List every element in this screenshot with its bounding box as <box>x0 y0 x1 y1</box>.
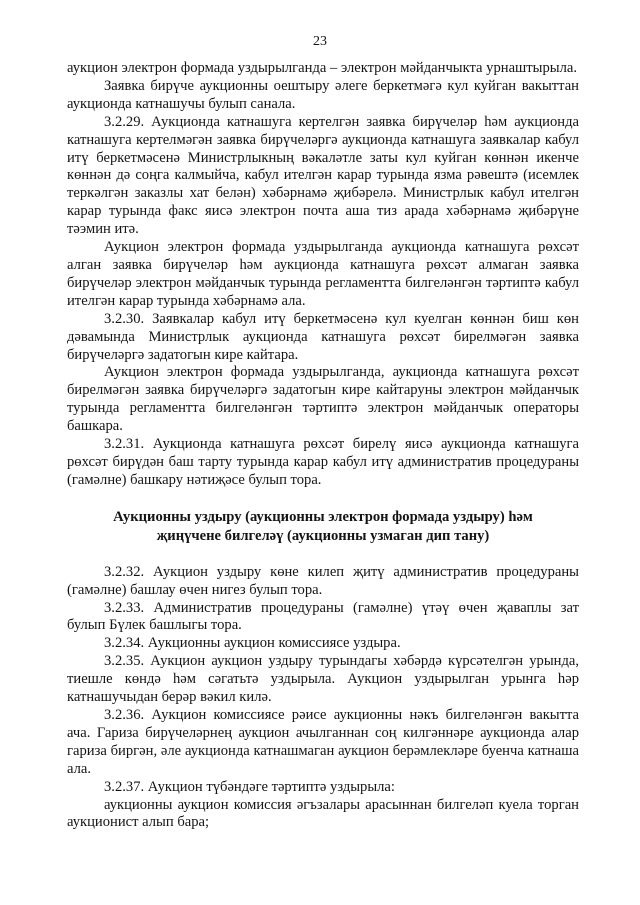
paragraph: 3.2.30. Заявкалар кабул итү беркетмәсенә кул куелган көннән биш көн дәвамында Министрлык аукционда катнашуга рөхсәт бирелмәгән заявка бирүчеләргә задатогын кире кайтара. <box>67 310 579 363</box>
page-number: 23 <box>313 34 327 49</box>
paragraph: 3.2.31. Аукционда катнашуга рөхсәт бирелү яисә аукционда катнашуга рөхсәт бирүдән баш тарту турында карар кабул итү административ процедураны (гамәлне) башкару нәтиҗәсе булып тора. <box>67 436 579 488</box>
paragraph: 3.2.34. Аукционны аукцион комиссиясе уздыра. <box>104 635 401 652</box>
paragraph: Аукцион электрон формада уздырылганда аукционда катнашуга рөхсәт алган заявка бирүчеләр һәм аукционда катнашуга рөхсәт алмаган заявка бирүчеләр электрон мәйданчык турында регламентта билгеләнгән тәртиптә кабул ителгән карар турында хәбәрнамә ала. <box>67 239 579 309</box>
section-heading-line-1: Аукционны уздыру (аукционны электрон формада уздыру) һәм <box>113 508 533 525</box>
section-heading-line-2: җиңүчене билгеләү (аукционны узмаган дип тану) <box>156 527 490 544</box>
paragraph: 3.2.35. Аукцион аукцион уздыру турындагы хәбәрдә күрсәтелгән урында, тиешле көндә һәм сәгатьтә уздырыла. Аукцион уздырылган урынга һәр катнашучыдан берәр вәкил килә. <box>67 653 579 706</box>
paragraph: аукционны аукцион комиссия әгъзалары арасыннан билгеләп куела торган аукционист алып бара; <box>67 796 579 831</box>
paragraphs-before-heading <box>67 60 579 490</box>
paragraph: аукцион электрон формада уздырылганда – электрон мәйданчыкта урнаштырыла. <box>67 60 577 76</box>
section-heading <box>67 508 579 546</box>
paragraph: Заявка бирүче аукционны оештыру әлеге беркетмәгә кул куйган вакыттан аукционда катнашучы булып санала. <box>67 77 579 112</box>
paragraphs-after-heading <box>67 564 579 833</box>
paragraph: 3.2.36. Аукцион комиссиясе рәисе аукционны нәкъ билгеләнгән вакытта ача. Гариза бирүчеләрнең аукцион ачылганнан соң килгәннәре аукционда алар гариза биргән, әле аукционда катнашмаган аукцион берәмлекләре буенча катнаша ала. <box>67 707 579 777</box>
paragraph: 3.2.37. Аукцион түбәндәге тәртиптә уздырыла: <box>104 778 395 795</box>
paragraph: Аукцион электрон формада уздырылганда, аукционда катнашуга рөхсәт бирелмәгән заявка бирүчеләргә задатогын кире кайтаруны электрон мәйданчык турында регламентта билгеләнгән тәртиптә электрон мәйданчык операторы башкара. <box>67 364 579 435</box>
paragraph: 3.2.32. Аукцион уздыру көне килеп җитү административ процедураны (гамәлне) башлау өчен нигез булып тора. <box>67 563 579 598</box>
document-body <box>67 60 579 832</box>
paragraph: 3.2.29. Аукционда катнашуга кертелгән заявка бирүчеләр һәм аукционда катнашуга кертелмәгән заявка бирүчеләргә аукционда катнашуга заявкалар кабул итү беркетмәсенә Министрлыкның вәкаләтле заты кул куйган көннән икенче көннән дә соңга калмыйча, кабул ителгән карар турында язма рәвештә (исемлек теркәлгән заказлы хат белән) хәбәрнамә җибәрелә. Министрлык кабул ителгән карар турында факс яисә электрон почта аша тиз арада хәбәрнамә җибәрүне тәэмин итә. <box>67 113 579 238</box>
paragraph: 3.2.33. Административ процедураны (гамәлне) үтәү өчен җаваплы зат булып Бүлек башлыгы тора. <box>67 599 579 634</box>
